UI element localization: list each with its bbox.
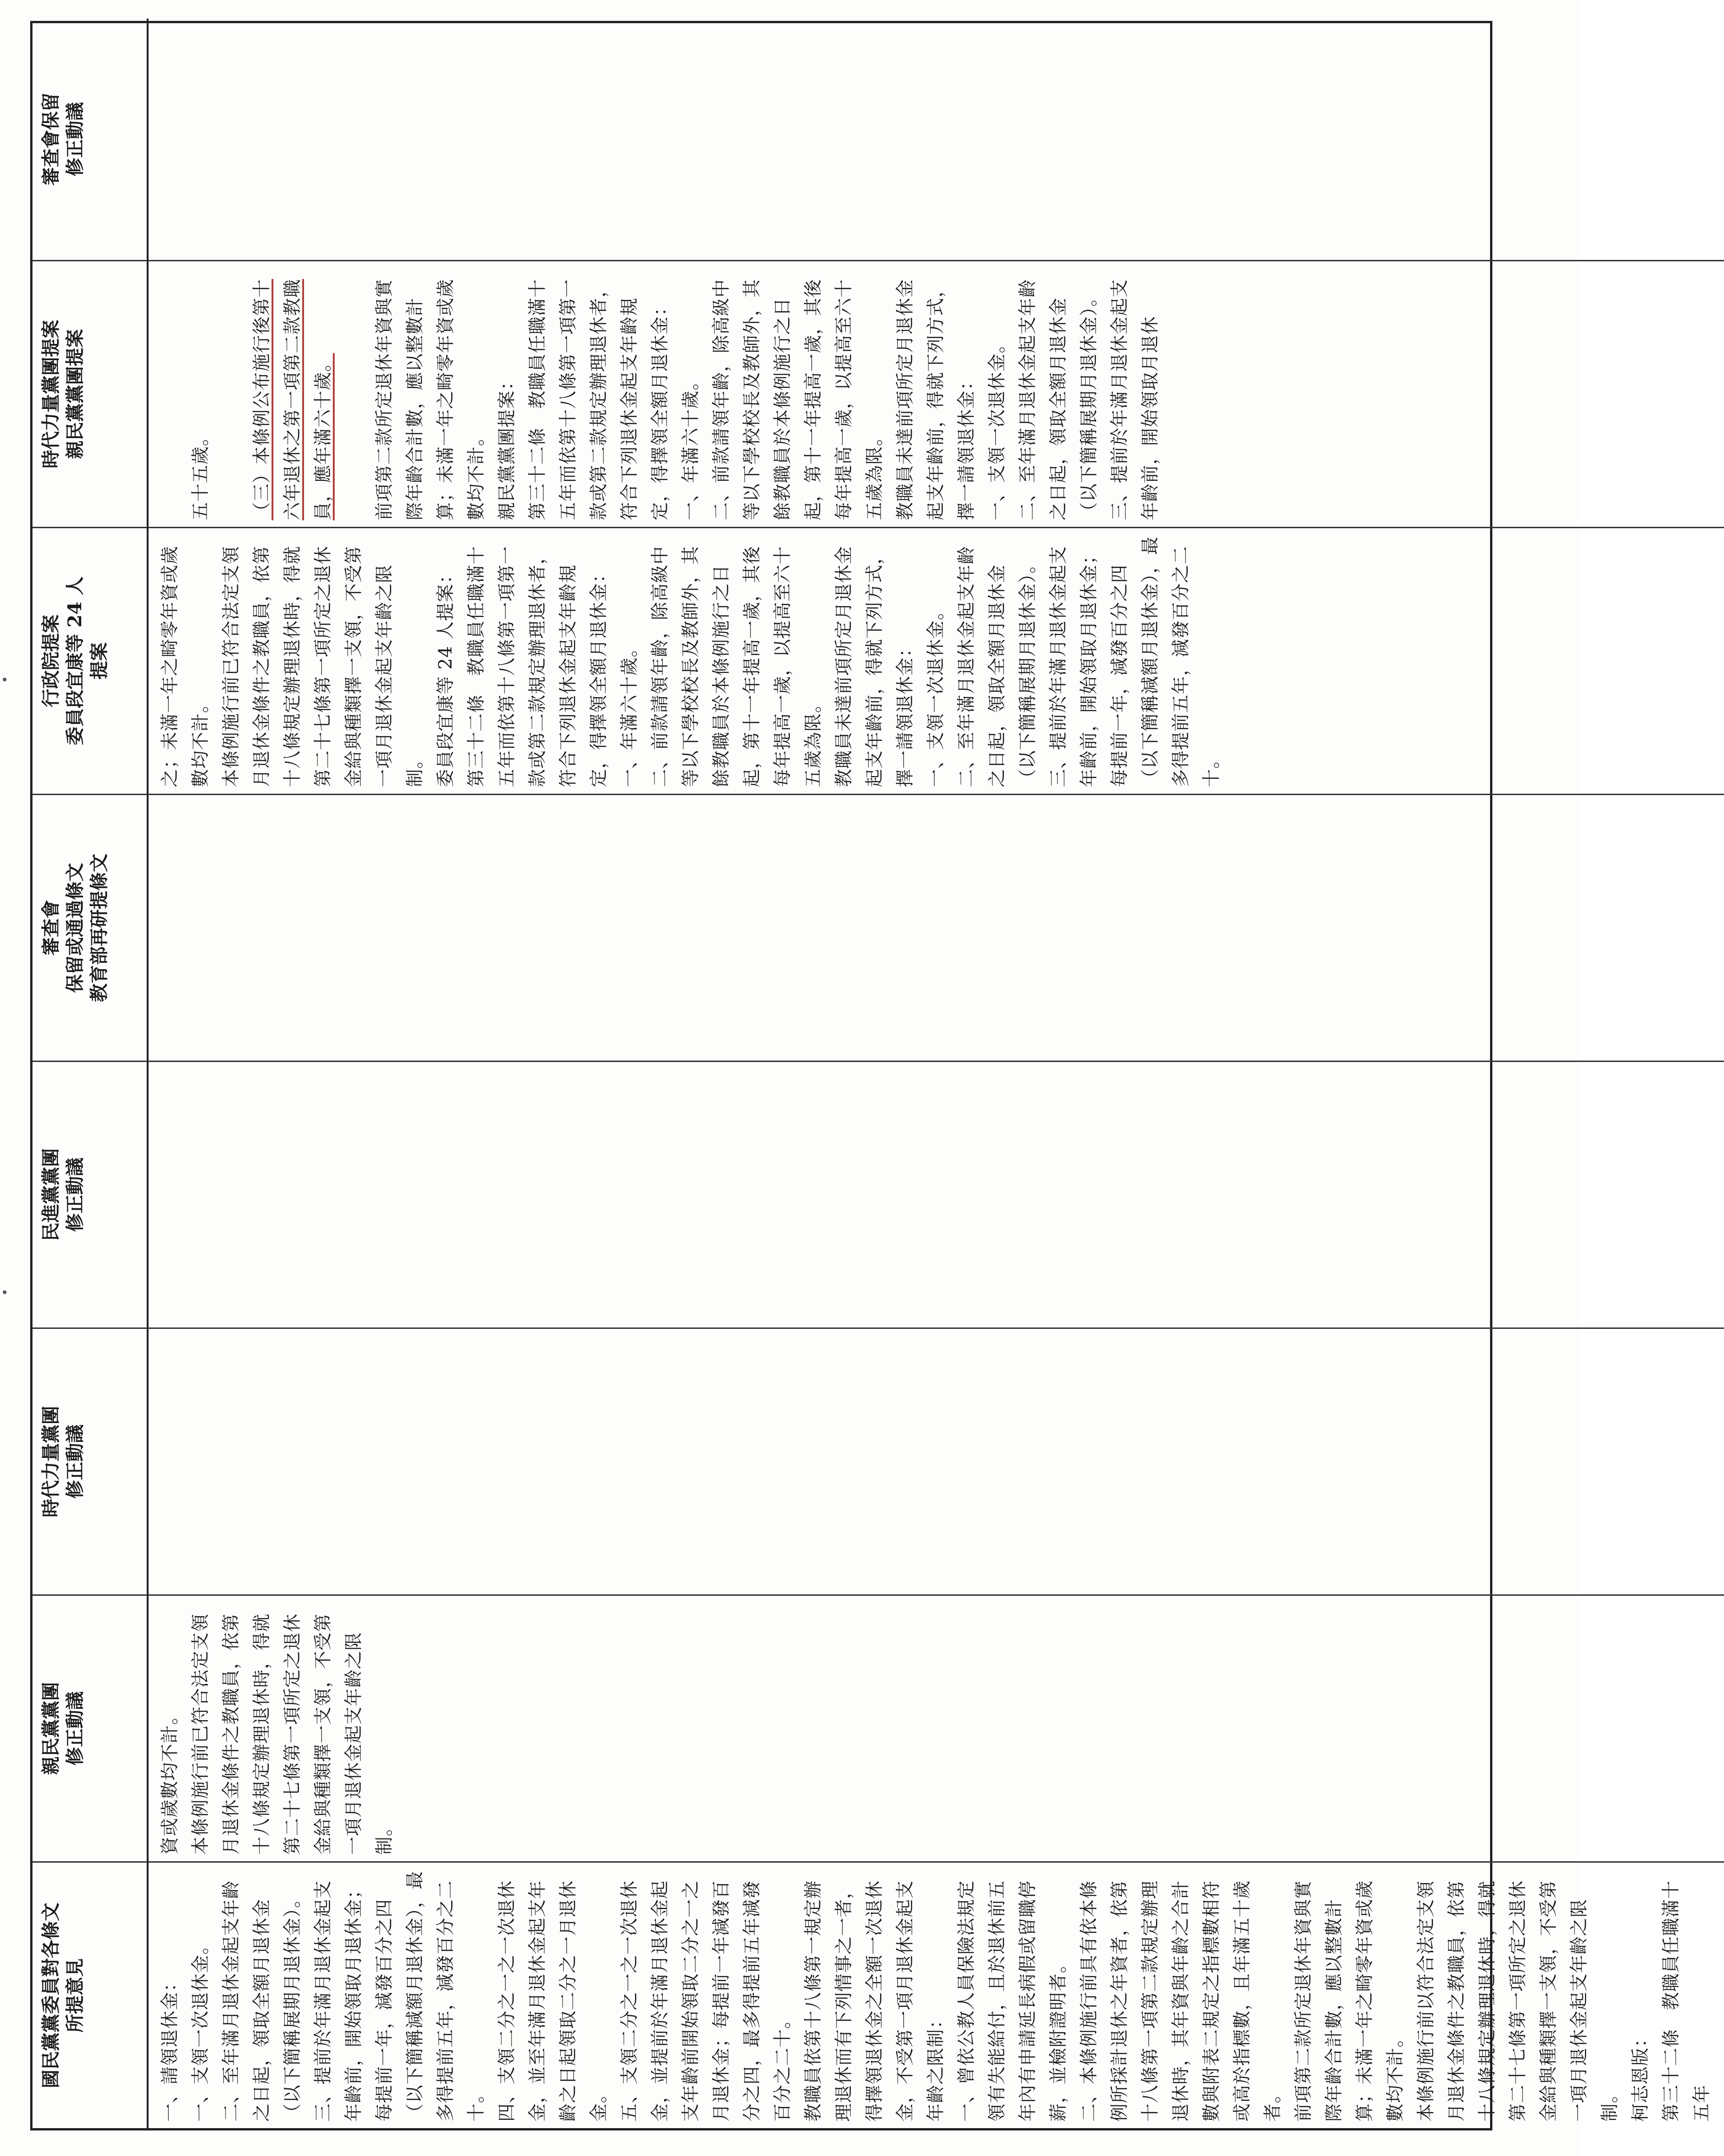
npp-underlined-clause: （三）本條例公布施行後第十六年退休之第一項第二款教職員，應年滿六十歲。	[252, 278, 334, 520]
header-pfp-amendment: 親民黨黨團 修正動議	[32, 1594, 149, 1861]
header-kmt-opinions: 國民黨黨委員對各條文 所提意見	[32, 1861, 149, 2128]
header-review-reserved: 審查會保留 修正動議	[32, 19, 149, 260]
cell-npp-amendment	[149, 1327, 1724, 1594]
header-executive-yuan-proposal: 行政院提案 委員段宜康等 24 人 提案	[32, 527, 149, 794]
cell-review-committee	[149, 794, 1724, 1061]
cell-pfp-amendment: 資或歲數均不計。 本條例施行前已符合法定支領月退休金條件之教職員，依第十八條規定辦理退休時，得就第二十七條第一項所定之退休金給與種類擇一支領，不受第一項月退休金起支年齡之限制。	[149, 1594, 1724, 1861]
npp-text-top: 五十五歲。	[190, 427, 211, 520]
comparison-table	[30, 21, 1712, 2130]
cell-npp-pfp-proposal	[149, 260, 1724, 527]
header-review-committee: 審查會 保留或通過條文 教育部再研提條文	[32, 794, 149, 1061]
cell-dpp-amendment	[149, 1061, 1724, 1327]
npp-text-rest: 前項第二款所定退休年資與實際年齡合計數，應以整數計算；未滿一年之畸零年資或歲數均不計。 親民黨黨團提案： 第三十二條 教職員任職滿十五年而依第十八條第一項第一款或第二款規定辦理退休者，符合下列退休金起支年齡規定，得擇領全額月退休金： 一、年滿六十歲。 二、前款請領年齡，除高級中等以下學校校長及教師外，其餘教職員於本條例施行之日起，第十一年提高一歲，其後每年提高一歲，以提高至六十五歲為限。 教職員未達前項所定月退休金起支年齡前，得就下列方式，擇一請領退休金： 一、支領一次退休金。 二、至年滿月退休金起支年齡之日起，領取全額月退休金（以下簡稱展期月退休金）。 三、提前於年滿月退休金起支年齡前，開始領取月退休	[374, 278, 1161, 520]
header-npp-pfp-proposal: 時代力量黨團提案 親民黨黨團提案	[32, 260, 149, 527]
cell-review-reserved	[149, 19, 1724, 260]
header-dpp-amendment: 民進黨黨團 修正動議	[32, 1061, 149, 1327]
scan-speck	[3, 1290, 6, 1294]
cell-executive-yuan-proposal: 之；未滿一年之畸零年資或歲數均不計。 本條例施行前已符合法定支領月退休金條件之教職員，依第十八條規定辦理退休時，得就第二十七條第一項所定之退休金給與種類擇一支領，不受第一項月退休金起支年齡之限制。 委員段宜康等 24 人提案： 第三十二條 教職員任職滿十五年而依第十八條第一項第一款或第二款規定辦理退休者，符合下列退休金起支年齡規定，得擇領全額月退休金： 一、年滿六十歲。 二、前款請領年齡，除高級中等以下學校校長及教師外，其餘教職員於本條例施行之日起，第十一年提高一歲，其後每年提高一歲，以提高至六十五歲為限。 教職員未達前項所定月退休金起支年齡前，得就下列方式，擇一請領退休金： 一、支領一次退休金。 二、至年滿月退休金起支年齡之日起，領取全額月退休金（以下簡稱展期月退休金）。 三、提前於年滿月退休金起支年齡前，開始領取月退休金；每提前一年，減發百分之四（以下簡稱減額月退休金），最多得提前五年，減發百分之二十。	[149, 527, 1724, 794]
header-npp-amendment: 時代力量黨團 修正動議	[32, 1327, 149, 1594]
cell-kmt-opinions: 一、請領退休金： 一、支領一次退休金。 二、至年滿月退休金起支年齡之日起，領取全額月退休金（以下簡稱展期月退休金）。 三、提前於年滿月退休金起支年齡前，開始領取月退休金；每提前一年，減發百分之四（以下簡稱減額月退休金），最多得提前五年，減發百分之二十。 四、支領二分之一之一次退休金，並至年滿月退休金起支年齡之日起領取二分之一月退休金。 五、支領二分之一之一次退休金，並提前於年滿月退休金起支年齡前開始領取二分之一之月退休金；每提前一年減發百分之四，最多得提前五年減發百分之二十。 教職員依第十八條第一規定辦理退休而有下列情事之一者，得擇領退休金之全額一次退休金，不受第一項月退休金起支年齡之限制： 一、曾依公教人員保險法規定領有失能給付，且於退休前五年內有申請延長病假或留職停薪，並檢附證明者。 二、本條例施行前具有依本條例所採計退休之年資者，依第十八條第一項第二款規定辦理退休時，其年資與年齡之合計數與附表二規定之指標數相符或高於指標數，且年滿五十歲者。 前項第二款所定退休年資與實際年齡合計數，應以整數計算；未滿一年之畸零年資或歲數均不計。 本條例施行前以符合法定支領月退休金條件之教職員，依第十八條規定辦理退休時，得就第二十七條第一項所定之退休金給與種類擇一支領，不受第一項月退休金起支年齡之限制。 柯志恩版： 第三十二條 教職員任職滿十五年	[149, 1861, 1724, 2128]
scan-speck	[3, 678, 6, 681]
